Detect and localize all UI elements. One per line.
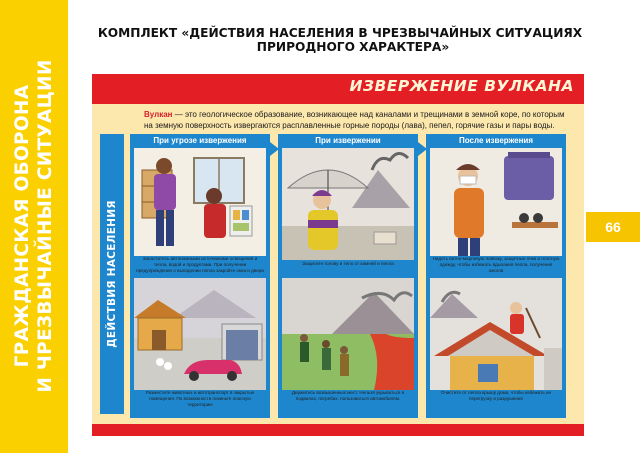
column-threat [130, 134, 270, 418]
column-after [426, 134, 566, 418]
actions-label [100, 134, 124, 414]
intro-text: — это геологическое образование, возникающее над каналами и трещинами в земной коре, по которым на земную поверхность извергаются расплавленные горные породы (лава), пепел, горячие газы и пары воды. [144, 110, 565, 130]
header-line1: КОМПЛЕКТ «ДЕЙСТВИЯ НАСЕЛЕНИЯ В ЧРЕЗВЫЧАЙНЫХ СИТУАЦИЯХ [97, 26, 583, 40]
poster-title: ИЗВЕРЖЕНИЕ ВУЛКАНА [349, 77, 574, 95]
poster-intro [144, 110, 574, 131]
side-band [0, 0, 68, 453]
column-during [278, 134, 418, 418]
caption: Запаститесь автономными источниками освещения и тепла, водой и продуктами. При получении предупреждения о выпадении пепла закройте окна и двери [136, 256, 264, 273]
caption: Разместите животных и автотранспорт в закрытые помещения. По возможности покиньте опасную территорию [145, 390, 255, 407]
illustration-roof-cleaning [430, 278, 562, 390]
header-line2: ПРИРОДНОГО ХАРАКТЕРА» [256, 40, 450, 54]
caption: Надеть ватно-марлевую повязку, защитные очки и плотную одежду, чтобы избежать вдыхания пепла, получения ожогов [432, 256, 560, 273]
page-number: 66 [586, 212, 640, 242]
caption: Держитесь возвышенных мест. Нельзя укрываться в подвалах, погребах, пользоваться автомобилем. [291, 390, 405, 401]
column-title: После извержения [459, 136, 533, 145]
page-header [70, 26, 610, 54]
caption: Очистите от пепла крышу дома, чтобы избежать ее перегрузку и разрушение [440, 390, 552, 401]
actions-label-text: ДЕЙСТВИЯ НАСЕЛЕНИЯ [106, 200, 118, 348]
illustration-umbrella [282, 148, 414, 260]
illustration-evacuation [282, 278, 414, 390]
side-band-title [11, 59, 57, 392]
intro-term: Вулкан [144, 110, 173, 119]
column-title: При извержении [315, 136, 381, 145]
side-band-line2: И ЧРЕЗВЫЧАЙНЫЕ СИТУАЦИИ [35, 59, 56, 393]
side-band-line1: ГРАЖДАНСКАЯ ОБОРОНА [12, 84, 33, 368]
poster-title-strip [92, 74, 584, 104]
caption: Защитите голову и тело от камней и пепла [302, 261, 394, 266]
poster [92, 74, 584, 436]
illustration-preparing-home [134, 148, 266, 256]
illustration-protective-gear [430, 148, 562, 256]
column-title: При угрозе извержения [153, 136, 247, 145]
poster-bottom-strip [92, 424, 584, 436]
illustration-garage [134, 278, 266, 390]
